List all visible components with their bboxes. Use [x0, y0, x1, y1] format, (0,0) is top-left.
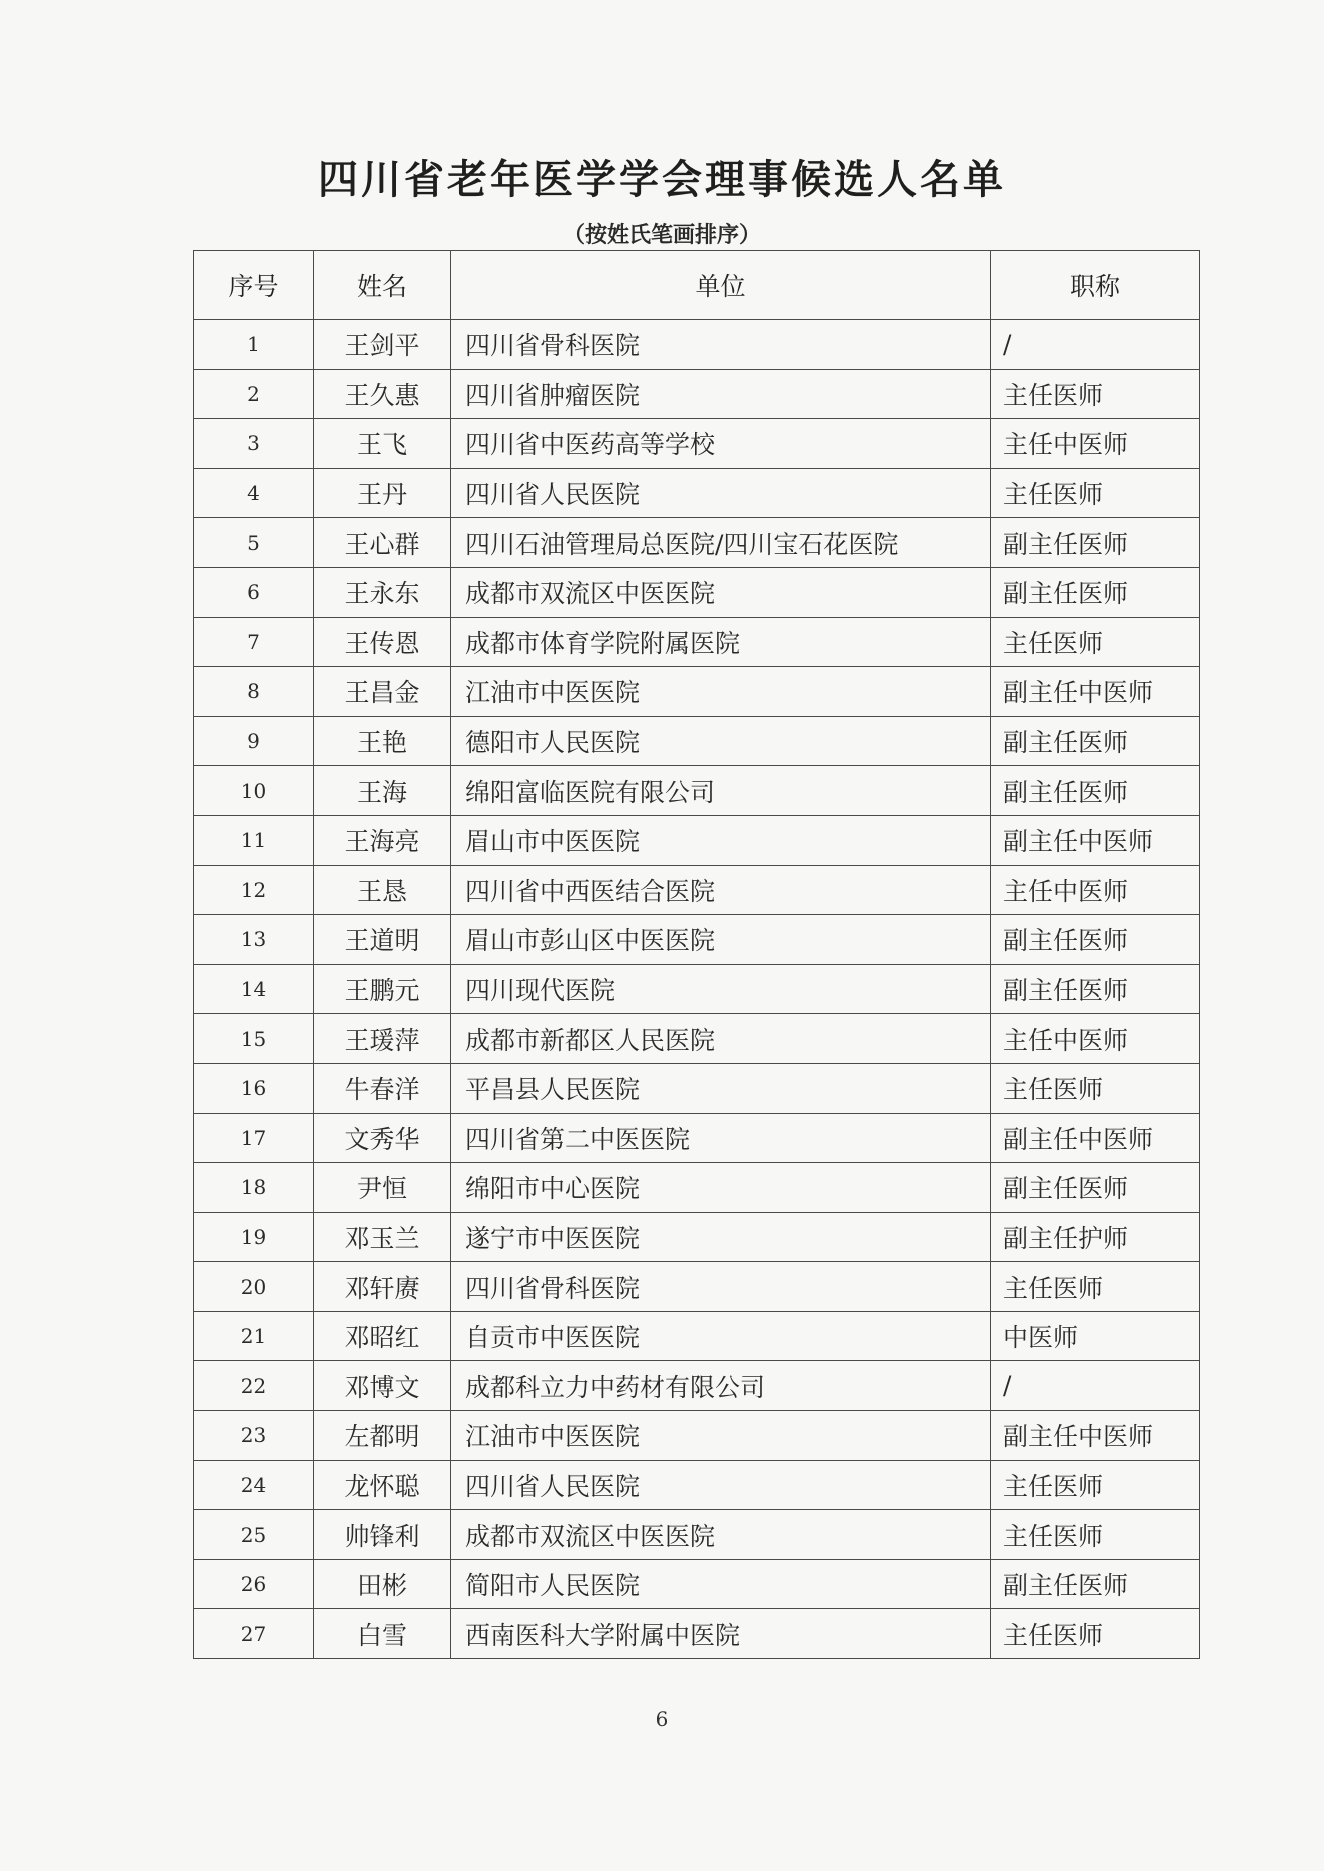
cell-title: 副主任中医师: [991, 667, 1200, 717]
table-row: [194, 1609, 1200, 1659]
cell-title: 副主任医师: [991, 1559, 1200, 1609]
cell-name: 王心群: [314, 518, 451, 568]
cell-no: 27: [194, 1609, 314, 1659]
table-row: [194, 766, 1200, 816]
cell-title: 副主任医师: [991, 1163, 1200, 1213]
cell-no: 20: [194, 1262, 314, 1312]
table-row: [194, 1212, 1200, 1262]
table-row: [194, 320, 1200, 370]
cell-unit: 遂宁市中医医院: [451, 1212, 991, 1262]
cell-name: 帅锋利: [314, 1510, 451, 1560]
cell-no: 16: [194, 1063, 314, 1113]
table-header-row: [194, 251, 1200, 320]
cell-no: 24: [194, 1460, 314, 1510]
cell-unit: 江油市中医医院: [451, 667, 991, 717]
cell-name: 邓博文: [314, 1361, 451, 1411]
cell-no: 11: [194, 815, 314, 865]
cell-unit: 成都市双流区中医医院: [451, 567, 991, 617]
cell-unit: 四川省骨科医院: [451, 1262, 991, 1312]
table-row: [194, 1014, 1200, 1064]
cell-name: 王剑平: [314, 320, 451, 370]
table-row: [194, 1163, 1200, 1213]
table-row: [194, 1411, 1200, 1461]
cell-title: 主任医师: [991, 617, 1200, 667]
table-row: [194, 1510, 1200, 1560]
cell-title: 副主任护师: [991, 1212, 1200, 1262]
cell-unit: 四川省人民医院: [451, 1460, 991, 1510]
table-row: [194, 667, 1200, 717]
header-no: 序号: [194, 251, 314, 320]
cell-name: 王丹: [314, 468, 451, 518]
header-unit: 单位: [451, 251, 991, 320]
cell-unit: 四川省骨科医院: [451, 320, 991, 370]
table-row: [194, 419, 1200, 469]
cell-no: 4: [194, 468, 314, 518]
table-row: [194, 1361, 1200, 1411]
cell-name: 邓玉兰: [314, 1212, 451, 1262]
cell-title: 副主任中医师: [991, 815, 1200, 865]
cell-title: /: [991, 320, 1200, 370]
cell-no: 10: [194, 766, 314, 816]
cell-unit: 西南医科大学附属中医院: [451, 1609, 991, 1659]
cell-no: 18: [194, 1163, 314, 1213]
cell-unit: 德阳市人民医院: [451, 716, 991, 766]
cell-title: 主任中医师: [991, 865, 1200, 915]
cell-unit: 四川省第二中医医院: [451, 1113, 991, 1163]
cell-name: 邓昭红: [314, 1311, 451, 1361]
table-row: [194, 1262, 1200, 1312]
cell-no: 9: [194, 716, 314, 766]
cell-name: 田彬: [314, 1559, 451, 1609]
cell-unit: 成都科立力中药材有限公司: [451, 1361, 991, 1411]
cell-title: 主任医师: [991, 1510, 1200, 1560]
cell-title: 中医师: [991, 1311, 1200, 1361]
cell-no: 25: [194, 1510, 314, 1560]
cell-no: 1: [194, 320, 314, 370]
cell-no: 13: [194, 915, 314, 965]
cell-name: 王鹏元: [314, 964, 451, 1014]
cell-unit: 绵阳市中心医院: [451, 1163, 991, 1213]
cell-no: 14: [194, 964, 314, 1014]
cell-unit: 四川省中医药高等学校: [451, 419, 991, 469]
table-body: [194, 320, 1200, 1659]
cell-unit: 四川石油管理局总医院/四川宝石花医院: [451, 518, 991, 568]
cell-name: 王瑗萍: [314, 1014, 451, 1064]
cell-unit: 简阳市人民医院: [451, 1559, 991, 1609]
cell-unit: 四川省人民医院: [451, 468, 991, 518]
cell-no: 19: [194, 1212, 314, 1262]
table-row: [194, 567, 1200, 617]
cell-unit: 四川省肿瘤医院: [451, 369, 991, 419]
table-row: [194, 468, 1200, 518]
table-row: [194, 1113, 1200, 1163]
cell-unit: 绵阳富临医院有限公司: [451, 766, 991, 816]
table-row: [194, 964, 1200, 1014]
cell-title: 主任医师: [991, 369, 1200, 419]
table-row: [194, 1559, 1200, 1609]
cell-no: 8: [194, 667, 314, 717]
cell-name: 左都明: [314, 1411, 451, 1461]
cell-unit: 眉山市中医医院: [451, 815, 991, 865]
table-row: [194, 865, 1200, 915]
table-row: [194, 617, 1200, 667]
cell-unit: 眉山市彭山区中医医院: [451, 915, 991, 965]
table-row: [194, 369, 1200, 419]
cell-name: 邓轩赓: [314, 1262, 451, 1312]
cell-name: 王永东: [314, 567, 451, 617]
cell-unit: 平昌县人民医院: [451, 1063, 991, 1113]
cell-name: 王恳: [314, 865, 451, 915]
cell-no: 2: [194, 369, 314, 419]
table-row: [194, 915, 1200, 965]
cell-title: 副主任医师: [991, 567, 1200, 617]
cell-name: 王海: [314, 766, 451, 816]
cell-name: 王传恩: [314, 617, 451, 667]
table-row: [194, 716, 1200, 766]
cell-name: 文秀华: [314, 1113, 451, 1163]
cell-no: 21: [194, 1311, 314, 1361]
cell-title: 副主任医师: [991, 915, 1200, 965]
page-number: 6: [655, 1707, 669, 1731]
header-title: 职称: [991, 251, 1200, 320]
cell-no: 3: [194, 419, 314, 469]
cell-unit: 成都市双流区中医医院: [451, 1510, 991, 1560]
cell-title: 主任中医师: [991, 1014, 1200, 1064]
cell-name: 王飞: [314, 419, 451, 469]
cell-title: 副主任医师: [991, 766, 1200, 816]
cell-title: 副主任医师: [991, 964, 1200, 1014]
cell-name: 白雪: [314, 1609, 451, 1659]
cell-title: 副主任中医师: [991, 1411, 1200, 1461]
candidate-table: [193, 250, 1200, 1659]
cell-no: 12: [194, 865, 314, 915]
cell-name: 龙怀聪: [314, 1460, 451, 1510]
cell-title: 主任中医师: [991, 419, 1200, 469]
cell-title: 主任医师: [991, 1609, 1200, 1659]
table-row: [194, 1460, 1200, 1510]
cell-name: 王久惠: [314, 369, 451, 419]
cell-title: /: [991, 1361, 1200, 1411]
document-subtitle: （按姓氏笔画排序）: [562, 222, 761, 248]
header-name: 姓名: [314, 251, 451, 320]
cell-name: 牛春洋: [314, 1063, 451, 1113]
cell-name: 尹恒: [314, 1163, 451, 1213]
table-row: [194, 1311, 1200, 1361]
cell-no: 6: [194, 567, 314, 617]
cell-title: 副主任医师: [991, 518, 1200, 568]
cell-unit: 四川现代医院: [451, 964, 991, 1014]
cell-unit: 江油市中医医院: [451, 1411, 991, 1461]
cell-title: 主任医师: [991, 1460, 1200, 1510]
cell-name: 王道明: [314, 915, 451, 965]
cell-title: 副主任医师: [991, 716, 1200, 766]
cell-title: 主任医师: [991, 1262, 1200, 1312]
cell-no: 5: [194, 518, 314, 568]
table-row: [194, 1063, 1200, 1113]
table-row: [194, 518, 1200, 568]
cell-unit: 四川省中西医结合医院: [451, 865, 991, 915]
cell-title: 主任医师: [991, 468, 1200, 518]
cell-no: 23: [194, 1411, 314, 1461]
cell-no: 17: [194, 1113, 314, 1163]
cell-no: 7: [194, 617, 314, 667]
table-row: [194, 815, 1200, 865]
cell-no: 26: [194, 1559, 314, 1609]
cell-unit: 自贡市中医医院: [451, 1311, 991, 1361]
cell-title: 主任医师: [991, 1063, 1200, 1113]
cell-title: 副主任中医师: [991, 1113, 1200, 1163]
cell-name: 王昌金: [314, 667, 451, 717]
cell-name: 王艳: [314, 716, 451, 766]
cell-name: 王海亮: [314, 815, 451, 865]
cell-no: 15: [194, 1014, 314, 1064]
cell-unit: 成都市新都区人民医院: [451, 1014, 991, 1064]
cell-unit: 成都市体育学院附属医院: [451, 617, 991, 667]
cell-no: 22: [194, 1361, 314, 1411]
document-title: 四川省老年医学学会理事候选人名单: [318, 156, 1006, 203]
